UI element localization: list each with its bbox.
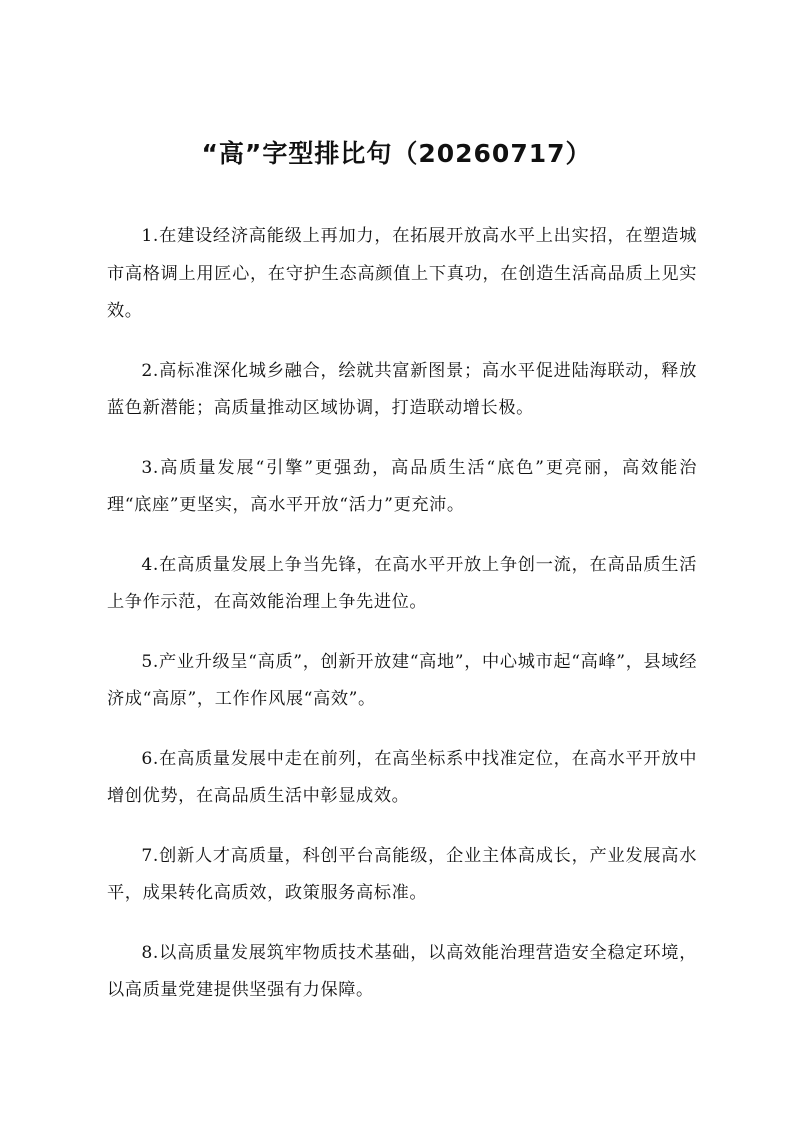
paragraph-3: 3.高质量发展“引擎”更强劲，高品质生活“底色”更亮丽，高效能治理“底座”更坚实，高水平开放“活力”更充沛。 bbox=[107, 457, 697, 515]
paragraph-5: 5.产业升级呈“高质”，创新开放建“高地”，中心城市起“高峰”，县域经济成“高原”，工作作风展“高效”。 bbox=[107, 651, 697, 709]
document-body bbox=[107, 218, 697, 1032]
paragraph-6: 6.在高质量发展中走在前列，在高坐标系中找准定位，在高水平开放中增创优势，在高品质生活中彰显成效。 bbox=[107, 748, 697, 806]
paragraph-1: 1.在建设经济高能级上再加力，在拓展开放高水平上出实招，在塑造城市高格调上用匠心，在守护生态高颜值上下真功，在创造生活高品质上见实效。 bbox=[107, 226, 697, 321]
document-title: “高”字型排比句（20260717） bbox=[201, 139, 592, 168]
paragraph-4: 4.在高质量发展上争当先锋，在高水平开放上争创一流，在高品质生活上争作示范，在高效能治理上争先进位。 bbox=[107, 554, 697, 612]
paragraph-8: 8.以高质量发展筑牢物质技术基础，以高效能治理营造安全稳定环境，以高质量党建提供坚强有力保障。 bbox=[107, 942, 697, 1000]
paragraph-7: 7.创新人才高质量，科创平台高能级，企业主体高成长，产业发展高水平，成果转化高质效，政策服务高标准。 bbox=[107, 845, 697, 903]
paragraph-2: 2.高标准深化城乡融合，绘就共富新图景；高水平促进陆海联动，释放蓝色新潜能；高质量推动区域协调，打造联动增长极。 bbox=[107, 360, 697, 418]
